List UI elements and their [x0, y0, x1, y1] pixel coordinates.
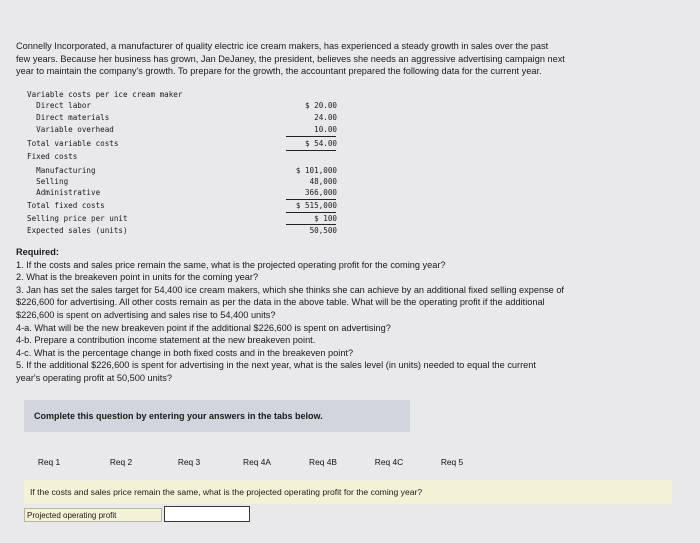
intro-line: few years. Because her business has grown, Jan DeJaney, the president, believes she needs an aggressive advertising campaign next [16, 53, 565, 64]
required-item: $226,600 for advertising. All other costs remain as per the data in the above table. What will be the operating profit if the additional [16, 297, 545, 308]
intro-line: Connelly Incorporated, a manufacturer of quality electric ice cream makers, has experienced a steady growth in sales over the past [16, 41, 549, 51]
row-value: $ 54.00 [304, 139, 337, 148]
answer-label: Projected operating profit [24, 508, 162, 522]
required-item: 4-c. What is the percentage change in both fixed costs and in the breakeven point? [16, 347, 354, 358]
table-rule [286, 224, 336, 225]
table-rule [286, 136, 336, 137]
row-label: Selling price per unit [27, 214, 128, 223]
tab-req-3[interactable]: Req 3 [177, 457, 201, 467]
required-item: 5. If the additional $226,600 is spent for advertising in the next year, what is the sales level (in units) needed to equal the current [16, 360, 536, 371]
table-row [27, 113, 347, 125]
row-value: $ 101,000 [295, 166, 337, 175]
intro-line: year to maintain the company's growth. To prepare for the growth, the accountant prepared the following data for the current year. [16, 66, 542, 77]
required-item: 1. If the costs and sales price remain the same, what is the projected operating profit for the coming year? [16, 259, 446, 270]
row-value: 10.00 [314, 125, 337, 134]
tab-req-4a[interactable]: Req 4A [243, 457, 271, 467]
row-value: 24.00 [314, 113, 337, 122]
row-label: Expected sales (units) [27, 226, 128, 235]
table-rule [286, 199, 336, 200]
question-text: If the costs and sales price remain the same, what is the projected operating profit for the coming year? [30, 487, 423, 497]
table-double-rule [286, 212, 336, 213]
projected-operating-profit-input[interactable] [164, 506, 250, 522]
row-label: Direct labor [27, 101, 92, 110]
question-bar [24, 480, 672, 504]
row-label: Variable overhead [27, 125, 114, 134]
tab-req-1[interactable]: Req 1 [37, 457, 61, 467]
required-item: $226,600 is spent on advertising and sales rise to 54,400 units? [16, 309, 276, 320]
required-item: year's operating profit at 50,500 units? [16, 372, 172, 383]
row-value: 48,000 [309, 177, 337, 186]
table-double-rule [286, 150, 336, 151]
requirement-tabs [24, 452, 492, 472]
required-section [16, 246, 692, 385]
required-title: Required: [16, 247, 59, 257]
row-label: Total fixed costs [27, 201, 105, 210]
row-label: Administrative [27, 188, 101, 197]
row-value: $ 100 [314, 214, 337, 223]
row-value: 50,500 [309, 226, 337, 235]
instruction-panel [24, 400, 410, 432]
tab-req-4c[interactable]: Req 4C [374, 457, 404, 467]
table-row [27, 226, 347, 238]
tab-req-2[interactable]: Req 2 [109, 457, 133, 467]
required-item: 2. What is the breakeven point in units for the coming year? [16, 272, 259, 283]
row-label: Fixed costs [27, 152, 78, 161]
table-row [27, 101, 347, 113]
row-label: Variable costs per ice cream maker [27, 90, 183, 99]
row-label: Selling [27, 177, 69, 186]
table-row [27, 152, 347, 164]
problem-intro [16, 40, 692, 78]
required-item: 4-b. Prepare a contribution income statement at the new breakeven point. [16, 335, 316, 346]
tab-req-5[interactable]: Req 5 [440, 457, 464, 467]
row-label: Manufacturing [27, 166, 96, 175]
row-label: Direct materials [27, 113, 110, 122]
tab-req-4b[interactable]: Req 4B [309, 457, 337, 467]
row-value: 366,000 [304, 188, 337, 197]
row-value: $ 20.00 [304, 101, 337, 110]
row-label: Total variable costs [27, 139, 119, 148]
row-value: $ 515,000 [295, 201, 337, 210]
required-item: 4-a. What will be the new breakeven point if the additional $226,600 is spent on advertising? [16, 322, 391, 333]
required-item: 3. Jan has set the sales target for 54,400 ice cream makers, which she thinks she can achieve by an additional fixed selling expense of [16, 284, 564, 295]
instruction-text: Complete this question by entering your answers in the tabs below. [34, 411, 323, 421]
